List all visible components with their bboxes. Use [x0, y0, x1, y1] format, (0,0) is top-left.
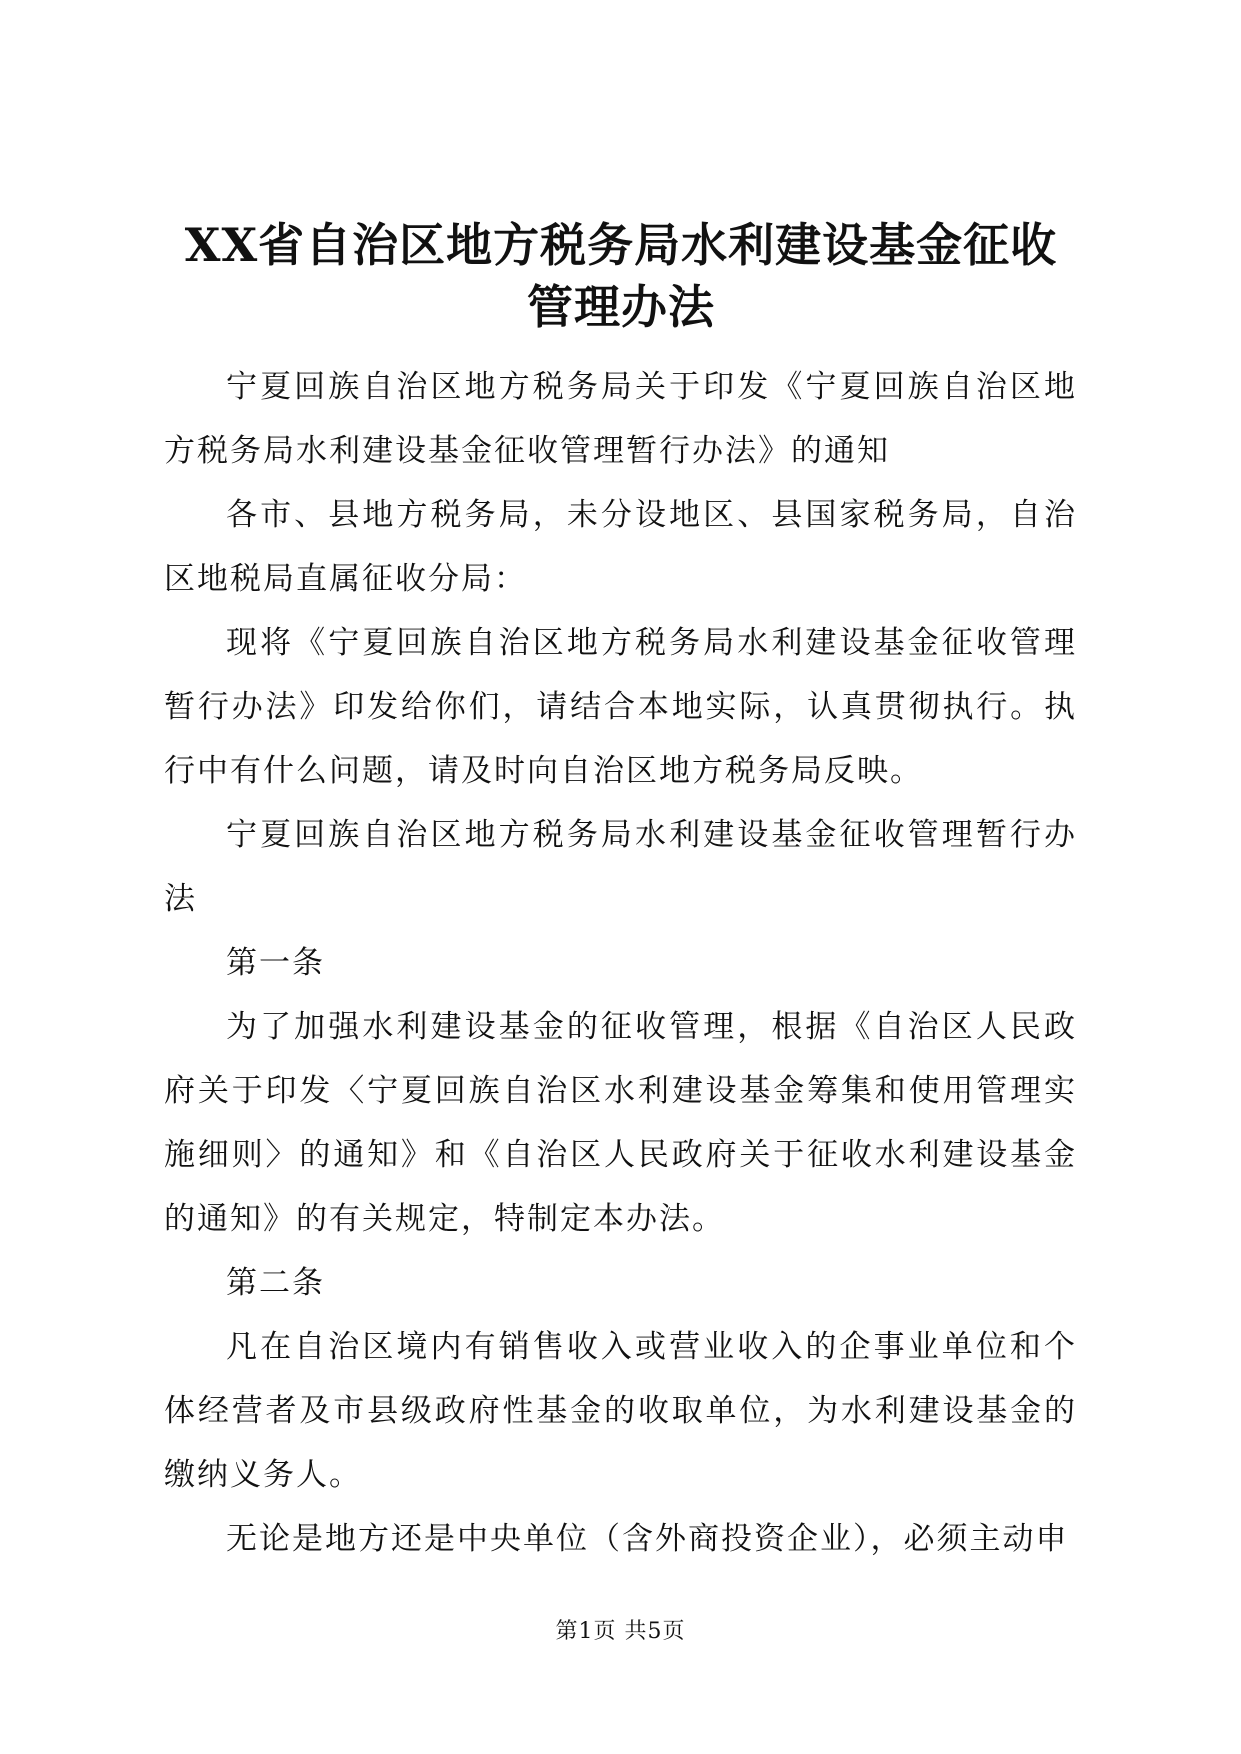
document-title: XX省自治区地方税务局水利建设基金征收管理办法	[184, 218, 1058, 334]
paragraph-instruction: 现将《宁夏回族自治区地方税务局水利建设基金征收管理暂行办法》印发给你们，请结合本地实际，认真贯彻执行。执行中有什么问题，请及时向自治区地方税务局反映。	[164, 625, 1077, 789]
article-text-1: 为了加强水利建设基金的征收管理，根据《自治区人民政府关于印发〈宁夏回族自治区水利建设基金筹集和使用管理实施细则〉的通知》和《自治区人民政府关于征收水利建设基金的通知》的有关规定，特制定本办法。	[164, 1009, 1077, 1237]
page-footer: 第1页 共5页	[555, 1619, 686, 1644]
paragraph-measure-title: 宁夏回族自治区地方税务局水利建设基金征收管理暂行办法	[164, 817, 1077, 917]
paragraph-recipients: 各市、县地方税务局，未分设地区、县国家税务局，自治区地税局直属征收分局：	[164, 497, 1077, 597]
paragraph-notice-title: 宁夏回族自治区地方税务局关于印发《宁夏回族自治区地方税务局水利建设基金征收管理暂行办法》的通知	[164, 369, 1077, 469]
document-body	[164, 355, 1077, 1571]
article-text-2: 凡在自治区境内有销售收入或营业收入的企事业单位和个体经营者及市县级政府性基金的收取单位，为水利建设基金的缴纳义务人。	[164, 1329, 1077, 1493]
article-heading-2: 第二条	[226, 1265, 325, 1301]
article-heading-1: 第一条	[226, 945, 325, 981]
article-text-2-continued: 无论是地方还是中央单位（含外商投资企业），必须主动申	[226, 1521, 1069, 1557]
